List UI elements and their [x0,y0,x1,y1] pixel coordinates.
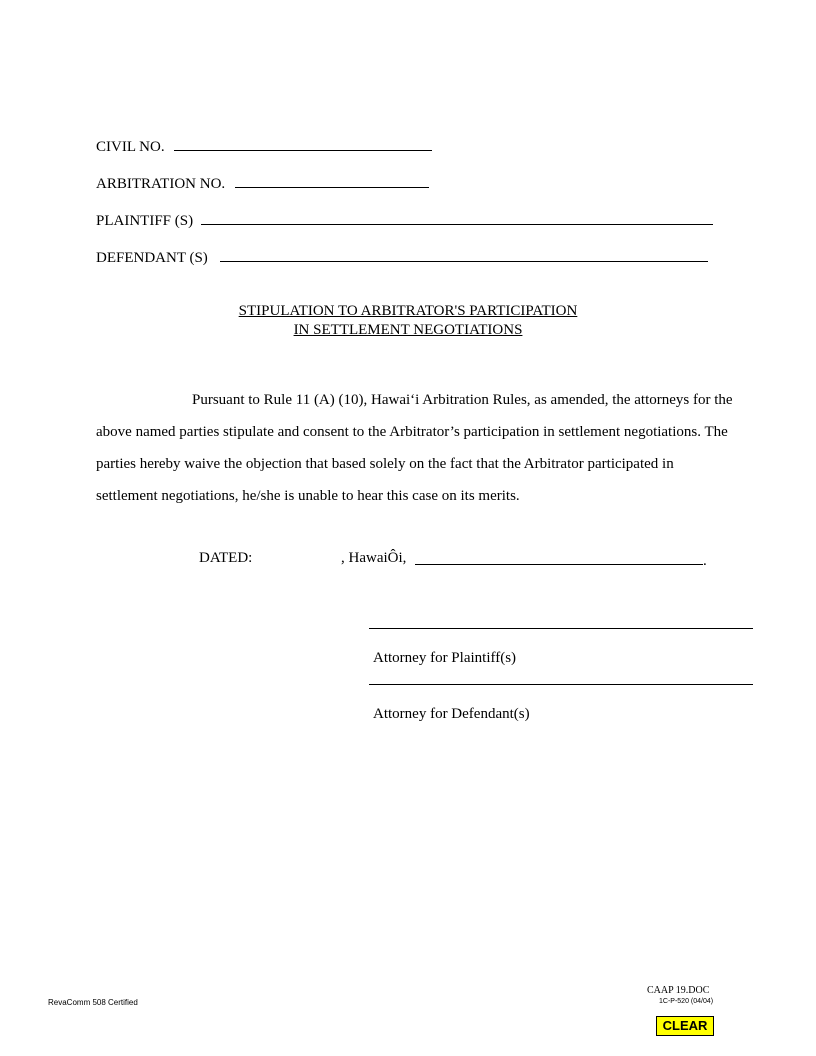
arbitration-no-row [96,173,429,193]
arbitration-no-field[interactable] [235,173,429,188]
certified-note: RevaComm 508 Certified [48,998,138,1007]
stipulation-paragraph: Pursuant to Rule 11 (A) (10), Hawai‘i Arbitration Rules, as amended, the attorneys for the above named parties stipulate and consent to the Arbitrator’s participation in settlement negotiations. The parties hereby waive the objection that based solely on the fact that the Arbitrator participated in settlement negotiations, he/she is unable to hear this case on its merits. [96,392,733,504]
arbitration-no-label: ARBITRATION NO. [96,176,226,192]
plaintiff-row [96,210,713,230]
defendant-signature-line[interactable] [369,684,753,685]
plaintiff-attorney-label: Attorney for Plaintiff(s) [373,650,517,666]
doc-code: CAAP 19.DOC [647,985,710,996]
plaintiff-label: PLAINTIFF (S) [96,213,194,229]
civil-no-label: CIVIL NO. [96,139,165,155]
dated-date-field[interactable] [415,550,703,565]
clear-button[interactable]: CLEAR [656,1016,714,1036]
defendant-field[interactable] [220,247,708,262]
defendant-attorney-label: Attorney for Defendant(s) [373,706,530,722]
document-title-line1: STIPULATION TO ARBITRATOR'S PARTICIPATION [238,303,578,319]
civil-no-field[interactable] [174,136,432,151]
form-code: 1C-P-520 (04/04) [659,998,714,1005]
dated-row: . [415,550,707,570]
dated-label: DATED: [199,550,253,566]
plaintiff-field[interactable] [201,210,713,225]
civil-no-row [96,136,432,156]
defendant-label: DEFENDANT (S) [96,250,208,266]
plaintiff-signature-line[interactable] [369,628,753,629]
defendant-row [96,247,708,267]
document-title-line2: IN SETTLEMENT NEGOTIATIONS [293,322,523,338]
dated-location: , HawaiÔi, [341,550,407,566]
